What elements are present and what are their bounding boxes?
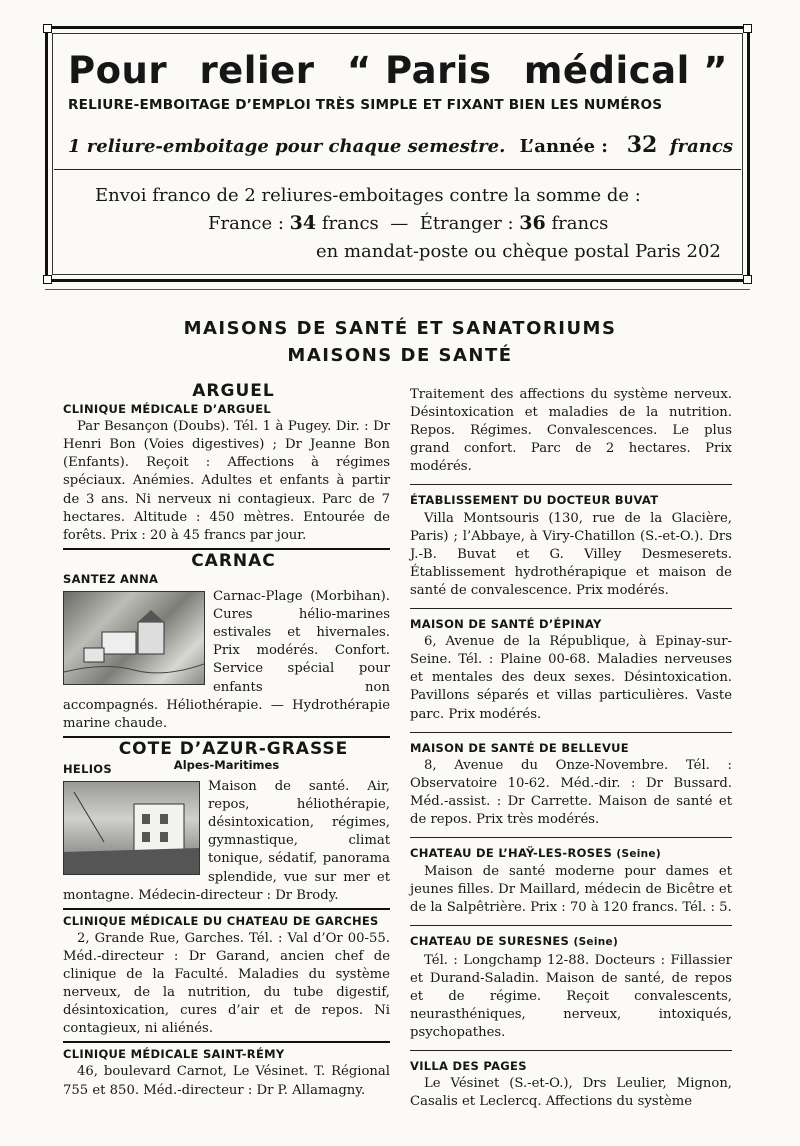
entry-text: Traitement des affections du système nerveux. Désintoxication et maladies de la nutrition. Repos. Régimes. Convalescences. Le plus grand confort. Parc de 2 hectares. Prix modérés. (410, 387, 732, 475)
ad-shipping-prices (208, 212, 608, 234)
helios-photo (63, 781, 200, 875)
section-subheading: MAISONS DE SANTÉ (287, 345, 513, 366)
town-heading-cote-azur: COTE D’AZUR-GRASSE (118, 738, 349, 759)
entry-text: Maison de santé. Air, repos, héliothérapie, désintoxication, régimes, gymnastique, climat tonique, sédatif, panorama splendide, vue sur mer et montagne. Médecin-directeur : Dr Brody. (63, 779, 390, 903)
entry-text: 46, boulevard Carnot, Le Vésinet. T. Régional 755 et 850. Méd.-directeur : Dr P. Allamagny. (63, 1064, 390, 1098)
entry-text: Par Besançon (Doubs). Tél. 1 à Pugey. Dir. : Dr Henri Bon (Voies digestives) ; Dr Jeanne Bon (Enfants). Reçoit : Affections à régimes spéciaux. Anémies. Adultes et enfants à partir de 3 ans. Ni nerveux ni contagieux. Parc de 7 hectares. Altitude : 450 mètres. Entourée de forêts. Prix : 20 à 45 francs par jour. (63, 419, 390, 543)
entry-title: VILLA DES PAGES (410, 1059, 527, 1073)
ad-title-word: Pour (68, 49, 168, 92)
ad-title (68, 49, 728, 92)
left-column (63, 382, 390, 1100)
entry-divider (63, 548, 390, 550)
right-column (410, 386, 732, 1111)
entry-title: CLINIQUE MÉDICALE DU CHATEAU DE GARCHES (63, 913, 379, 928)
ad-shipping-text: Envoi franco de 2 reliures-emboitages contre la somme de : (95, 185, 641, 206)
ad-year-label: L’année : (519, 136, 608, 157)
ad-divider (54, 169, 741, 170)
page-separator (45, 289, 750, 290)
entry-title-region: (Seine) (573, 936, 619, 949)
santez-anna-photo (63, 591, 205, 685)
entry-divider (410, 484, 732, 485)
etranger-unit: francs (551, 213, 609, 234)
entry-text: 2, Grande Rue, Garches. Tél. : Val d’Or 00-55. Méd.-directeur : Dr Garand, ancien chef de clinique de la Faculté. Maladies du système nerveux, de la nutrition, du tube digestif, désintoxication, cures d’air et de repos. Ni contagieux, ni aliénés. (63, 930, 390, 1037)
town-heading-carnac: CARNAC (191, 550, 276, 571)
ad-year-unit: francs (669, 136, 733, 157)
entry-divider (63, 736, 390, 738)
ad-price-line (68, 132, 733, 158)
entry-divider (410, 925, 732, 926)
town-heading-arguel: ARGUEL (192, 381, 275, 401)
advertisement-box (45, 26, 750, 282)
building-illustration (64, 592, 204, 684)
entry-title: CLINIQUE MÉDICALE D’ARGUEL (63, 402, 272, 417)
entry-title-name: CHATEAU DE L’HAŸ-LES-ROSES (410, 846, 613, 861)
corner-ornament (743, 24, 752, 33)
entry-divider (63, 908, 390, 910)
entry-title: SANTEZ ANNA (63, 571, 159, 586)
entry-text: Tél. : Longchamp 12-88. Docteurs : Fillassier et Durand-Saladin. Maison de santé, de repos et de régime. Reçoit convalescents, neurasthéniques, nerveux, intoxiqués, psychopathes. (410, 952, 732, 1040)
corner-ornament (43, 275, 52, 284)
entry-title-region: (Seine) (616, 848, 661, 861)
france-label: France : (208, 213, 284, 234)
section-heading: MAISONS DE SANTÉ ET SANATORIUMS (183, 318, 617, 339)
ad-payment-text: en mandat-poste ou chèque postal Paris 202 (316, 241, 721, 262)
villa-illustration (64, 782, 199, 874)
etranger-price: 36 (519, 212, 546, 234)
entry-text: 6, Avenue de la République, à Epinay-sur-Seine. Tél. : Plaine 00-68. Maladies nerveuses et mentales des deux sexes. Désintoxication. Pavillons séparés et villas particulières. Vaste parc. Prix modérés. (410, 634, 732, 722)
region-label: Alpes-Maritimes (173, 757, 280, 772)
ad-subtitle: RELIURE-EMBOITAGE D’EMPLOI TRÈS SIMPLE ET FIXANT BIEN LES NUMÉROS (68, 97, 663, 113)
entry-divider (410, 1050, 732, 1051)
ad-year-price (520, 132, 733, 158)
price-dash: — (390, 213, 409, 234)
entry-title: CLINIQUE MÉDICALE SAINT-RÉMY (63, 1047, 285, 1062)
france-price: 34 (289, 212, 317, 234)
etranger-label: Étranger : (419, 213, 514, 234)
entry-title: HELIOS (63, 761, 112, 776)
corner-ornament (743, 275, 752, 284)
entry-text: Villa Montsouris (130, rue de la Glacière, Paris) ; l’Abbaye, à Viry-Chatillon (S.-et-O.). Drs J.-B. Buvat et G. Villey Desmeserets. Établissement hydrothérapique et maison de santé de convalescence. Prix modérés. (410, 510, 732, 598)
ad-title-word: relier (199, 49, 315, 92)
entry-title: MAISON DE SANTÉ D’ÉPINAY (410, 617, 602, 632)
entry-text: Maison de santé moderne pour dames et jeunes filles. Dr Maillard, médecin de Bicêtre et de la Salpêtrière. Prix : 70 à 120 francs. Tél. : 5. (410, 864, 732, 916)
entry-divider (410, 732, 732, 733)
ad-title-word: médical ” (523, 49, 728, 92)
entry-title: MAISON DE SANTÉ DE BELLEVUE (410, 740, 629, 755)
corner-ornament (43, 24, 52, 33)
entry-title (410, 932, 732, 951)
ad-semester-text: 1 reliure-emboitage pour chaque semestre. (68, 136, 506, 157)
entry-text: 8, Avenue du Onze-Novembre. Tél. : Observatoire 10-62. Méd.-dir. : Dr Bussard. Méd.-assist. : Dr Carrette. Maison de santé et de repos. Prix très modérés. (410, 757, 732, 827)
ad-year-price-value: 32 (626, 132, 658, 158)
entry-divider (410, 837, 732, 838)
entry-title: ÉTABLISSEMENT DU DOCTEUR BUVAT (410, 493, 659, 508)
entry-divider (410, 608, 732, 609)
entry-text: Carnac-Plage (Morbihan). Cures hélio-marines estivales et hivernales. Prix modérés. Confort. Service spécial pour enfants non accompagnés. Héliothérapie. — Hydrothérapie marine chaude. (63, 589, 390, 731)
ad-title-word: “ Paris (346, 49, 492, 92)
entry-text: Le Vésinet (S.-et-O.), Drs Leulier, Mignon, Casalis et Leclercq. Affections du système (410, 1076, 732, 1110)
france-unit: francs (321, 213, 379, 234)
entry-title (410, 844, 732, 863)
entry-divider (63, 1041, 390, 1043)
entry-title-name: CHATEAU DE SURESNES (410, 934, 570, 949)
